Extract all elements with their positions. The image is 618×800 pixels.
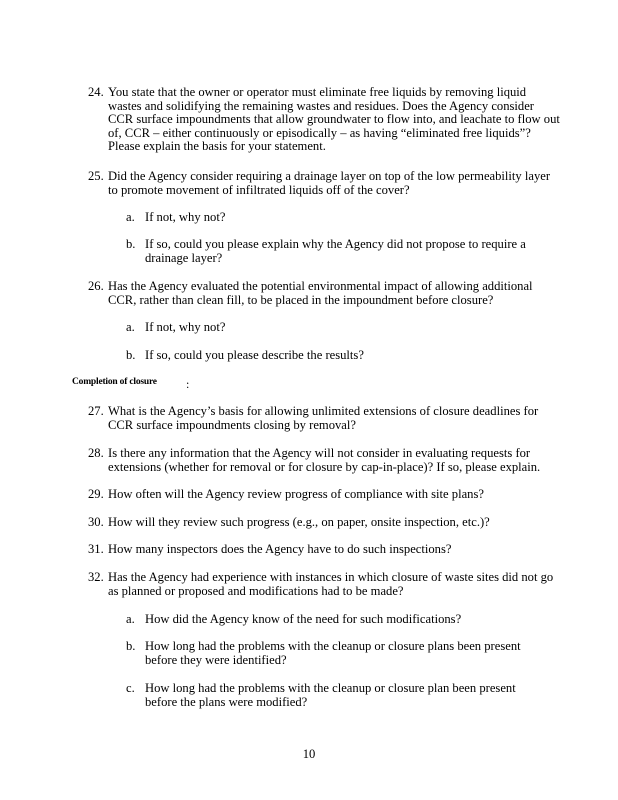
question-24 bbox=[88, 86, 560, 154]
question-text: Has the Agency had experience with instances in which closure of waste sites did not go as planned or proposed and modifications had to be made? bbox=[108, 570, 554, 598]
question-number: 25. bbox=[88, 169, 104, 183]
sub-text: If so, could you please explain why the Agency did not propose to require a drainage layer? bbox=[145, 237, 526, 265]
sub-letter: c. bbox=[126, 681, 135, 695]
question-number: 29. bbox=[88, 487, 104, 501]
sub-letter: b. bbox=[126, 639, 136, 653]
section-heading: Completion of closure bbox=[72, 377, 157, 387]
question-number: 30. bbox=[88, 515, 104, 529]
question-25-sub-b bbox=[126, 238, 546, 265]
question-number: 28. bbox=[88, 446, 104, 460]
question-text: How often will the Agency review progress of compliance with site plans? bbox=[108, 487, 484, 501]
sub-text: If not, why not? bbox=[145, 210, 226, 224]
question-32-sub-a bbox=[126, 613, 546, 627]
sub-letter: a. bbox=[126, 612, 135, 626]
question-text: How will they review such progress (e.g., on paper, onsite inspection, etc.)? bbox=[108, 515, 490, 529]
page-number: 10 bbox=[302, 747, 316, 761]
sub-letter: b. bbox=[126, 237, 136, 251]
question-text: You state that the owner or operator must eliminate free liquids by removing liquid wastes and solidifying the remaining wastes and residues. Does the Agency consider CCR surface impoundments that allow groundwater to flow into, and leachate to flow out of, CCR – either continuously or episodically – as having “eliminated free liquids”? Please explain the basis for your statement. bbox=[108, 85, 560, 154]
question-number: 27. bbox=[88, 404, 104, 418]
question-32-sub-b bbox=[126, 640, 546, 667]
question-text: Has the Agency evaluated the potential environmental impact of allowing additional CCR, rather than clean fill, to be placed in the impoundment before closure? bbox=[108, 279, 533, 307]
question-25-sub-a bbox=[126, 211, 546, 225]
question-number: 24. bbox=[88, 85, 104, 99]
sub-text: If not, why not? bbox=[145, 320, 226, 334]
sub-text: How long had the problems with the cleanup or closure plan been present before the plans were modified? bbox=[145, 681, 516, 709]
question-32 bbox=[88, 571, 560, 598]
question-31 bbox=[88, 543, 560, 557]
question-25 bbox=[88, 170, 560, 197]
question-30 bbox=[88, 516, 560, 530]
question-text: Is there any information that the Agency will not consider in evaluating requests for extensions (whether for removal or for closure by cap-in-place)? If so, please explain. bbox=[108, 446, 541, 474]
question-text: How many inspectors does the Agency have to do such inspections? bbox=[108, 542, 452, 556]
question-28 bbox=[88, 447, 560, 474]
question-29 bbox=[88, 488, 560, 502]
sub-letter: a. bbox=[126, 320, 135, 334]
section-heading-colon: : bbox=[186, 377, 190, 391]
sub-text: How did the Agency know of the need for such modifications? bbox=[145, 612, 462, 626]
question-text: What is the Agency’s basis for allowing unlimited extensions of closure deadlines for CCR surface impoundments closing by removal? bbox=[108, 404, 539, 432]
sub-letter: a. bbox=[126, 210, 135, 224]
question-26-sub-a bbox=[126, 321, 546, 335]
sub-letter: b. bbox=[126, 348, 136, 362]
question-number: 26. bbox=[88, 279, 104, 293]
sub-text: How long had the problems with the cleanup or closure plans been present before they were identified? bbox=[145, 639, 521, 667]
question-number: 32. bbox=[88, 570, 104, 584]
question-26-sub-b bbox=[126, 349, 546, 363]
question-text: Did the Agency consider requiring a drainage layer on top of the low permeability layer to promote movement of infiltrated liquids off of the cover? bbox=[108, 169, 551, 197]
question-26 bbox=[88, 280, 560, 307]
question-32-sub-c bbox=[126, 682, 546, 709]
sub-text: If so, could you please describe the results? bbox=[145, 348, 364, 362]
question-27 bbox=[88, 405, 560, 432]
question-number: 31. bbox=[88, 542, 104, 556]
